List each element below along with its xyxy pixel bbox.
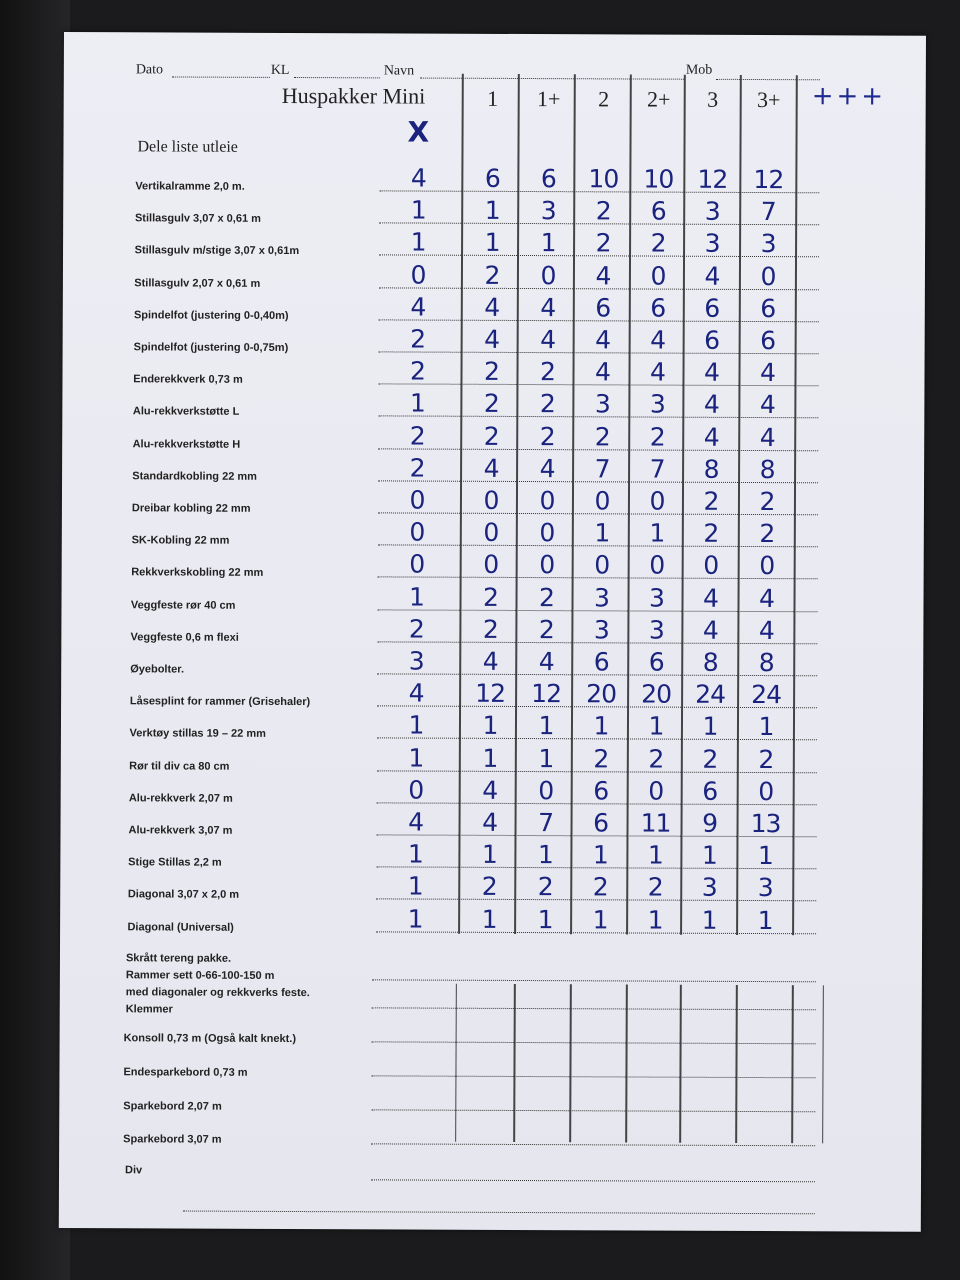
quantity-cell[interactable]: 2 (703, 518, 719, 549)
quantity-cell[interactable]: 4 (595, 260, 611, 290)
row-label: Rør til div ca 80 cm (129, 759, 230, 773)
quantity-cell[interactable]: 2 (592, 872, 608, 902)
endesparkebord-label: Endesparkebord 0,73 m (123, 1066, 248, 1079)
quantity-cell[interactable]: 1 (482, 711, 498, 741)
quantity-cell[interactable]: 2 (648, 744, 664, 774)
quantity-cell[interactable]: 1 (408, 743, 424, 773)
quantity-cell[interactable]: 12 (475, 678, 506, 709)
quantity-cell[interactable]: 0 (408, 775, 424, 805)
quantity-cell[interactable]: 2 (540, 357, 556, 387)
quantity-cell[interactable]: 0 (483, 485, 499, 515)
grid-vline (458, 74, 463, 934)
row-label: Veggfeste rør 40 cm (130, 598, 236, 612)
quantity-cell[interactable]: 6 (760, 293, 776, 323)
quantity-cell[interactable]: 6 (650, 196, 666, 226)
row-label: Alu-rekkverkstøtte H (132, 437, 241, 451)
quantity-cell[interactable]: 20 (586, 679, 617, 709)
quantity-cell[interactable]: 0 (759, 551, 775, 581)
quantity-cell[interactable]: 4 (595, 357, 611, 387)
quantity-cell[interactable]: 7 (538, 808, 554, 838)
quantity-cell[interactable]: 4 (759, 583, 775, 613)
quantity-cell[interactable]: 0 (648, 776, 664, 806)
quantity-cell[interactable]: 0 (540, 260, 556, 290)
row-label: Alu-rekkverk 3,07 m (128, 824, 233, 837)
quantity-cell[interactable]: 6 (650, 293, 666, 323)
row-label: Standardkobling 22 mm (132, 470, 257, 483)
quantity-cell[interactable]: 3 (594, 389, 610, 419)
quantity-cell[interactable]: 2 (759, 519, 775, 549)
quantity-cell[interactable]: 12 (697, 164, 728, 194)
quantity-cell[interactable]: 1 (409, 582, 425, 612)
quantity-cell[interactable]: 2 (484, 260, 500, 290)
quantity-cell[interactable]: 2 (483, 582, 499, 612)
quantity-cell[interactable]: 1 (407, 871, 423, 901)
dato-label: Dato (135, 62, 164, 78)
quantity-cell[interactable]: 6 (593, 808, 609, 838)
quantity-cell[interactable]: 1 (407, 839, 423, 869)
quantity-cell[interactable]: 4 (703, 422, 719, 452)
row-label: Dreibar kobling 22 mm (131, 502, 251, 515)
quantity-cell[interactable]: 11 (640, 808, 671, 838)
row-label: SK-Kobling 22 mm (131, 534, 230, 547)
row-label: Øyebolter. (130, 663, 185, 676)
entry-line[interactable] (372, 979, 816, 982)
quantity-cell[interactable]: 6 (704, 325, 720, 355)
quantity-cell[interactable]: 2 (410, 324, 426, 354)
quantity-cell[interactable]: 3 (408, 646, 424, 676)
quantity-cell[interactable]: 1 (538, 743, 554, 773)
quantity-cell[interactable]: 4 (703, 583, 719, 613)
quantity-cell[interactable]: 3 (704, 229, 720, 259)
quantity-cell[interactable]: 2 (481, 872, 497, 902)
quantity-cell[interactable]: 12 (753, 165, 784, 195)
row-label: Veggfeste 0,6 m flexi (130, 631, 239, 644)
quantity-cell[interactable]: 0 (410, 260, 426, 290)
quantity-cell[interactable]: 0 (649, 550, 665, 581)
quantity-cell[interactable]: 0 (594, 486, 610, 516)
quantity-cell[interactable]: 3 (757, 873, 773, 903)
quantity-cell[interactable]: 7 (760, 197, 776, 227)
row-label: Spindelfot (justering 0-0,75m) (133, 341, 289, 354)
quantity-cell[interactable]: 6 (593, 776, 609, 806)
quantity-cell[interactable]: 1 (484, 196, 500, 226)
quantity-cell[interactable]: 20 (641, 679, 672, 709)
quantity-cell[interactable]: 2 (409, 453, 425, 483)
quantity-cell[interactable]: 4 (595, 325, 611, 355)
quantity-cell[interactable]: 4 (410, 163, 426, 193)
row-label: Verktøy stillas 19 – 22 mm (129, 727, 266, 741)
entry-line[interactable] (371, 1179, 815, 1182)
quantity-cell[interactable]: 7 (649, 454, 665, 484)
mob-field[interactable] (716, 79, 820, 80)
quantity-cell[interactable]: 24 (751, 680, 782, 710)
quantity-cell[interactable]: 1 (702, 712, 718, 742)
quantity-cell[interactable]: 4 (760, 358, 776, 388)
entry-line[interactable] (371, 1143, 815, 1146)
quantity-cell[interactable]: 3 (701, 873, 717, 903)
quantity-cell[interactable]: 4 (759, 390, 775, 420)
quantity-cell[interactable]: 0 (539, 518, 555, 548)
entry-line[interactable] (183, 1211, 815, 1215)
quantity-cell[interactable]: 4 (650, 325, 666, 355)
quantity-cell[interactable]: 0 (650, 261, 666, 291)
quantity-cell[interactable]: 2 (702, 744, 718, 774)
quantity-cell[interactable]: 1 (407, 904, 423, 934)
selected-mark: X (407, 115, 430, 149)
quantity-cell[interactable]: 3 (760, 229, 776, 259)
column-header-5: 3 (707, 86, 719, 112)
quantity-cell[interactable]: 3 (649, 389, 665, 420)
quantity-cell[interactable]: 6 (484, 163, 500, 193)
quantity-cell[interactable]: 4 (540, 325, 556, 355)
quantity-cell[interactable]: 4 (540, 292, 556, 322)
quantity-cell[interactable]: 0 (594, 550, 610, 580)
quantity-cell[interactable]: 2 (483, 389, 499, 419)
quantity-cell[interactable]: 2 (482, 614, 498, 644)
quantity-cell[interactable]: 0 (539, 550, 555, 580)
quantity-cell[interactable]: 0 (539, 486, 555, 516)
subtitle: Dele liste utleie (137, 138, 238, 156)
quantity-cell[interactable]: 1 (540, 228, 556, 258)
quantity-cell[interactable]: 10 (643, 164, 674, 194)
quantity-cell[interactable]: 4 (539, 453, 555, 483)
page-title: Huspakker Mini (281, 82, 426, 109)
quantity-cell[interactable]: 10 (588, 164, 619, 194)
skratt-tereng-label: Skrått tereng pakke. Rammer sett 0-66-100-150 m med diagonaler og rekkverks feste. Klemmer (125, 952, 310, 1016)
quantity-cell[interactable]: 2 (539, 582, 555, 612)
quantity-cell[interactable]: 6 (702, 776, 718, 806)
quantity-cell[interactable]: 2 (703, 486, 719, 516)
quantity-cell[interactable]: 0 (409, 485, 425, 515)
quantity-cell[interactable]: 1 (701, 840, 717, 871)
quantity-cell[interactable]: 1 (537, 904, 553, 934)
quantity-cell[interactable]: 4 (484, 292, 500, 322)
quantity-cell[interactable]: 2 (537, 872, 553, 902)
quantity-cell[interactable]: 0 (760, 261, 776, 291)
quantity-cell[interactable]: 6 (593, 647, 609, 677)
quantity-cell[interactable]: 4 (482, 646, 498, 676)
column-header-4: 2+ (646, 86, 671, 112)
navn-label: Navn (383, 63, 415, 79)
quantity-cell[interactable]: 6 (704, 293, 720, 323)
quantity-cell[interactable]: 1 (408, 710, 424, 740)
quantity-cell[interactable]: 2 (484, 357, 500, 387)
quantity-cell[interactable]: 2 (759, 487, 775, 517)
row-label: Stillasgulv 2,07 x 0,61 m (134, 276, 261, 290)
quantity-cell[interactable]: 8 (702, 647, 718, 677)
quantity-cell[interactable]: 4 (704, 357, 720, 388)
quantity-cell[interactable]: 4 (702, 615, 718, 645)
quantity-cell[interactable]: 13 (750, 809, 781, 839)
quantity-cell[interactable]: 6 (648, 647, 664, 677)
quantity-cell[interactable]: 3 (704, 196, 720, 227)
quantity-cell[interactable]: 1 (647, 840, 663, 870)
dato-field[interactable] (172, 76, 270, 77)
sparkebord-207-label: Sparkebord 2,07 m (123, 1100, 222, 1113)
quantity-cell[interactable]: 6 (595, 293, 611, 323)
navn-field[interactable] (420, 78, 684, 80)
sparkebord-307-label: Sparkebord 3,07 m (123, 1133, 222, 1146)
quantity-cell[interactable]: 4 (482, 775, 498, 805)
quantity-cell[interactable]: 2 (647, 872, 663, 903)
konsoll-label: Konsoll 0,73 m (Også kalt knekt.) (123, 1032, 297, 1046)
quantity-cell[interactable]: 4 (482, 807, 498, 837)
quantity-cell[interactable]: 2 (649, 422, 665, 452)
quantity-cell[interactable]: 1 (757, 905, 773, 935)
mob-label: Mob (685, 62, 713, 78)
quantity-cell[interactable]: 7 (594, 454, 610, 484)
quantity-cell[interactable]: 2 (595, 196, 611, 226)
kl-label: KL (270, 62, 290, 78)
column-header-3: 2 (598, 86, 610, 112)
quantity-cell[interactable]: 3 (649, 583, 665, 613)
quantity-cell[interactable]: 2 (758, 744, 774, 774)
quantity-cell[interactable]: 4 (650, 357, 666, 387)
quantity-cell[interactable]: 2 (539, 421, 555, 451)
quantity-cell[interactable]: 0 (409, 549, 425, 579)
quantity-cell[interactable]: 1 (410, 227, 426, 257)
row-label: Enderekkverk 0,73 m (133, 373, 243, 386)
row-label: Spindelfot (justering 0-0,40m) (133, 309, 289, 322)
quantity-cell[interactable]: 4 (484, 324, 500, 354)
quantity-cell[interactable]: 6 (540, 164, 556, 194)
quantity-cell[interactable]: 0 (483, 518, 499, 548)
quantity-cell[interactable]: 4 (759, 422, 775, 452)
quantity-cell[interactable]: 8 (703, 454, 719, 484)
quantity-cell[interactable]: 24 (695, 679, 726, 710)
quantity-cell[interactable]: 2 (594, 421, 610, 451)
quantity-cell[interactable]: 3 (540, 196, 556, 226)
quantity-cell[interactable]: 2 (410, 356, 426, 386)
row-label: Rekkverkskobling 22 mm (131, 566, 264, 580)
quantity-cell[interactable]: 4 (538, 647, 554, 677)
quantity-cell[interactable]: 4 (408, 678, 424, 708)
quantity-cell[interactable]: 4 (483, 453, 499, 483)
kl-field[interactable] (294, 77, 380, 78)
row-label: Diagonal (Universal) (127, 920, 234, 934)
quantity-cell[interactable]: 4 (703, 390, 719, 420)
quantity-cell[interactable]: 1 (481, 904, 497, 934)
quantity-cell[interactable]: 1 (482, 743, 498, 773)
quantity-cell[interactable]: 2 (593, 743, 609, 773)
quantity-cell[interactable]: 2 (595, 228, 611, 258)
quantity-cell[interactable]: 0 (483, 550, 499, 580)
row-label: Alu-rekkverkstøtte L (132, 405, 240, 419)
quantity-cell[interactable]: 4 (704, 261, 720, 291)
quantity-cell[interactable]: 1 (593, 711, 609, 741)
quantity-cell[interactable]: 0 (538, 775, 554, 805)
quantity-cell[interactable]: 12 (531, 679, 562, 709)
quantity-cell[interactable]: 0 (409, 517, 425, 547)
quantity-cell[interactable]: 1 (481, 840, 497, 870)
quantity-cell[interactable]: 0 (649, 486, 665, 516)
quantity-cell[interactable]: 0 (758, 776, 774, 806)
quantity-cell[interactable]: 1 (648, 711, 664, 742)
quantity-cell[interactable]: 8 (759, 454, 775, 484)
quantity-cell[interactable]: 1 (649, 518, 665, 548)
quantity-cell[interactable]: 9 (702, 808, 718, 838)
quantity-cell[interactable]: 6 (760, 326, 776, 356)
column-header-1: 1 (487, 85, 499, 111)
quantity-cell[interactable]: 1 (701, 905, 717, 935)
row-label: Stige Stillas 2,2 m (128, 856, 222, 869)
row-label: Alu-rekkverk 2,07 m (128, 792, 233, 805)
quantity-cell[interactable]: 1 (757, 841, 773, 871)
row-label: Diagonal 3,07 x 2,0 m (127, 888, 240, 902)
quantity-cell[interactable]: 1 (592, 904, 608, 934)
quantity-cell[interactable]: 3 (594, 582, 610, 612)
quantity-cell[interactable]: 1 (647, 905, 663, 935)
quantity-cell[interactable]: 2 (650, 228, 666, 259)
quantity-cell[interactable]: 1 (409, 388, 425, 418)
row-label: Stillasgulv 3,07 x 0,61 m (134, 212, 261, 226)
column-header-6: 3+ (756, 87, 781, 113)
quantity-cell[interactable]: 1 (758, 712, 774, 742)
quantity-cell[interactable]: 3 (593, 615, 609, 645)
row-label: Stillasgulv m/stige 3,07 x 0,61m (134, 244, 300, 258)
quantity-cell[interactable]: 8 (758, 648, 774, 678)
quantity-cell[interactable]: 4 (410, 292, 426, 322)
quantity-cell[interactable]: 2 (538, 614, 554, 644)
extra-column-header: +++ (811, 81, 887, 112)
quantity-cell[interactable]: 0 (703, 551, 719, 581)
row-label: Vertikalramme 2,0 m. (135, 180, 245, 193)
quantity-cell[interactable]: 2 (408, 614, 424, 644)
quantity-cell[interactable]: 1 (537, 840, 553, 870)
div-label: Div (125, 1164, 143, 1177)
quantity-cell[interactable]: 4 (408, 807, 424, 837)
quantity-cell[interactable]: 2 (483, 421, 499, 451)
quantity-cell[interactable]: 1 (592, 840, 608, 870)
column-header-2: 1+ (536, 86, 561, 112)
quantity-cell[interactable]: 1 (484, 228, 500, 258)
quantity-cell[interactable]: 2 (539, 389, 555, 419)
quantity-cell[interactable]: 1 (410, 195, 426, 225)
quantity-cell[interactable]: 4 (758, 615, 774, 645)
quantity-cell[interactable]: 2 (409, 421, 425, 451)
quantity-cell[interactable]: 3 (648, 615, 664, 645)
row-label: Låsesplint for rammer (Grisehaler) (129, 695, 311, 709)
quantity-cell[interactable]: 1 (594, 518, 610, 548)
quantity-cell[interactable]: 1 (538, 711, 554, 741)
paper-sheet (59, 32, 926, 1232)
